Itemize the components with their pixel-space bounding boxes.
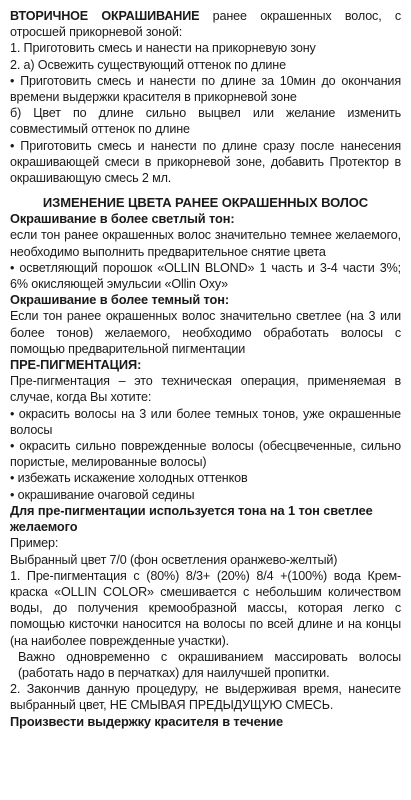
secondary-coloring-heading: ВТОРИЧНОЕ ОКРАШИВАНИЕ	[10, 9, 200, 23]
option-faded-length: б) Цвет по длине сильно выцвел или желание изменить совместимый оттенок по длине	[10, 106, 401, 137]
bullet-gray-hair: • окрашивание очаговой седины	[10, 487, 195, 502]
lighter-tone-bullet: • осветляющий порошок «OLLIN BLOND» 1 часть и 3-4 части 3%; 6% окисляющей эмульсии «Ollin Oxy»	[10, 260, 401, 292]
pre-pigmentation-heading: ПРЕ-ПИГМЕНТАЦИЯ:	[10, 357, 142, 373]
darker-tone-heading: Окрашивание в более темный тон:	[10, 292, 230, 308]
color-change-heading: ИЗМЕНЕНИЕ ЦВЕТА РАНЕЕ ОКРАШЕННЫХ ВОЛОС	[42, 195, 369, 211]
pre-pigmentation-rule: Для пре-пигментации используется тона на 1 тон светлее желаемого	[10, 502, 373, 535]
cut-off-line: Произвести выдержку красителя в течение	[10, 713, 284, 729]
bullet-cold-shades: • избежать искажение холодных оттенков	[10, 471, 248, 486]
important-note: Важно одновременно с окрашиванием массировать волосы (работать надо в перчатках) для наилучшей пропитки.	[18, 649, 401, 680]
darker-tone-text: Если тон ранее окрашенных волос значительно светлее (на 3 или более тонов) желаемого, необходимо обработать волосы с помощью предварительной пигментации	[10, 309, 401, 356]
step-root-zone: 1. Приготовить смесь и нанести на прикорневую зону	[10, 41, 316, 56]
pre-pigmentation-intro: Пре-пигментация – это техническая операция, применяемая в случае, когда Вы хотите:	[10, 374, 401, 405]
secondary-coloring-intro	[10, 8, 401, 40]
bullet-apply-immediately: • Приготовить смесь и нанести по длине сразу после нанесения окрашивающей смеси в прикорневой зоне, добавить Протектор в окрашивающую смесь 2 мл.	[10, 138, 401, 186]
bullet-damaged-hair: • окрасить сильно поврежденные волосы (обесцвеченные, сильно пористые, мелированные волосы)	[10, 439, 401, 470]
lighter-tone-heading: Окрашивание в более светлый тон:	[10, 211, 235, 227]
secondary-coloring-intro-text: ранее окрашенных волос, с отросшей прикорневой зоной:	[10, 9, 401, 40]
step-pre-pigmentation: 1. Пре-пигментация с (80%) 8/3+ (20%) 8/4 +(100%) вода Крем-краска «OLLIN COLOR» смешивается с небольшим количеством воды, до получения кремообразной массы, которая легко с помощью кисточки наносится на волосы по всей длине и на концы (на наиболее поврежденные участки).	[10, 568, 401, 648]
bullet-darker-tones: • окрасить волосы на 3 или более темных тонов, уже окрашенные волосы	[10, 406, 401, 437]
lighter-tone-text: если тон ранее окрашенных волос значительно темнее желаемого, необходимо выполнить предварительное снятие цвета	[10, 228, 401, 259]
example-label: Пример:	[10, 536, 59, 551]
bullet-apply-10min: • Приготовить смесь и нанести по длине за 10мин до окончания времени выдержки красителя в прикорневой зоне	[10, 73, 401, 105]
step-refresh-length: 2. а) Освежить существующий оттенок по длине	[10, 57, 286, 72]
example-text: Выбранный цвет 7/0 (фон осветления оранжево-желтый)	[10, 552, 338, 567]
step-apply-color: 2. Закончив данную процедуру, не выдерживая время, нанесите выбранный цвет, НЕ СМЫВАЯ ПРЕДЫДУЩУЮ СМЕСЬ.	[10, 682, 401, 713]
